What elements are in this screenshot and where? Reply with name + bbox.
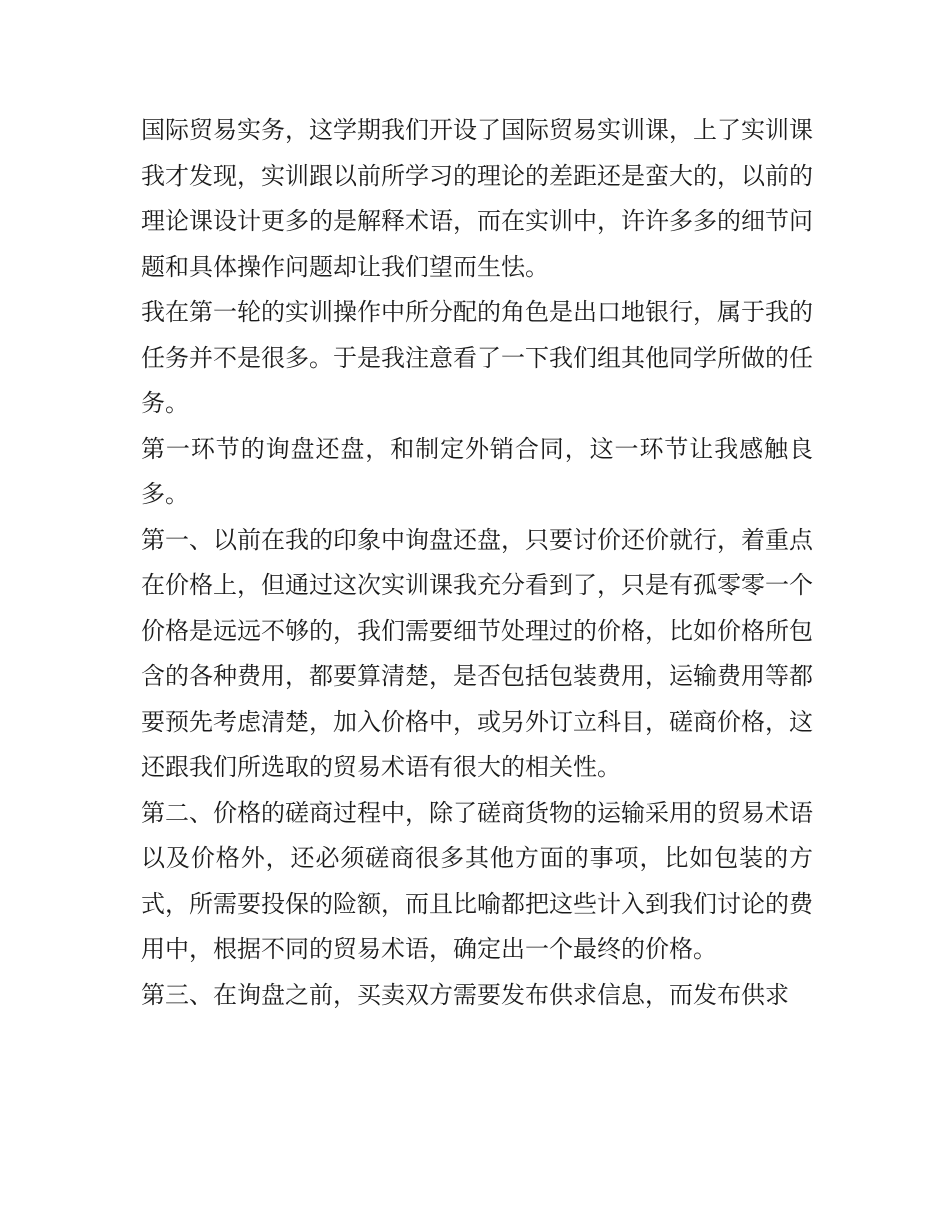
paragraph-point-one: 第一、以前在我的印象中询盘还盘，只要讨价还价就行，着重点在价格上，但通过这次实训课我充分看到了，只是有孤零零一个价格是远远不够的，我们需要细节处理过的价格，比如价格所包含的各种费用，都要算清楚，是否包括包装费用，运输费用等都要预先考虑清楚，加入价格中，或另外订立科目，磋商价格，这还跟我们所选取的贸易术语有很大的相关性。 — [141, 525, 813, 781]
paragraph-point-two: 第二、价格的磋商过程中，除了磋商货物的运输采用的贸易术语以及价格外，还必须磋商很多其他方面的事项，比如包装的方式，所需要投保的险额，而且比喻都把这些计入到我们讨论的费用中，根据不同的贸易术语，确定出一个最终的价格。 — [141, 798, 813, 963]
paragraph-point-three: 第三、在询盘之前，买卖双方需要发布供求信息，而发布供求 — [141, 980, 789, 1009]
paragraph-role: 我在第一轮的实训操作中所分配的角色是出口地银行，属于我的任务并不是很多。于是我注意看了一下我们组其他同学所做的任务。 — [141, 298, 813, 417]
paragraph-intro: 国际贸易实务，这学期我们开设了国际贸易实训课，上了实训课我才发现，实训跟以前所学习的理论的差距还是蛮大的，以前的理论课设计更多的是解释术语，而在实训中，许许多多的细节问题和具体操作问题却让我们望而生怯。 — [141, 116, 813, 281]
document-body — [141, 108, 813, 1018]
paragraph-first-stage: 第一环节的询盘还盘，和制定外销合同，这一环节让我感触良多。 — [141, 434, 813, 508]
